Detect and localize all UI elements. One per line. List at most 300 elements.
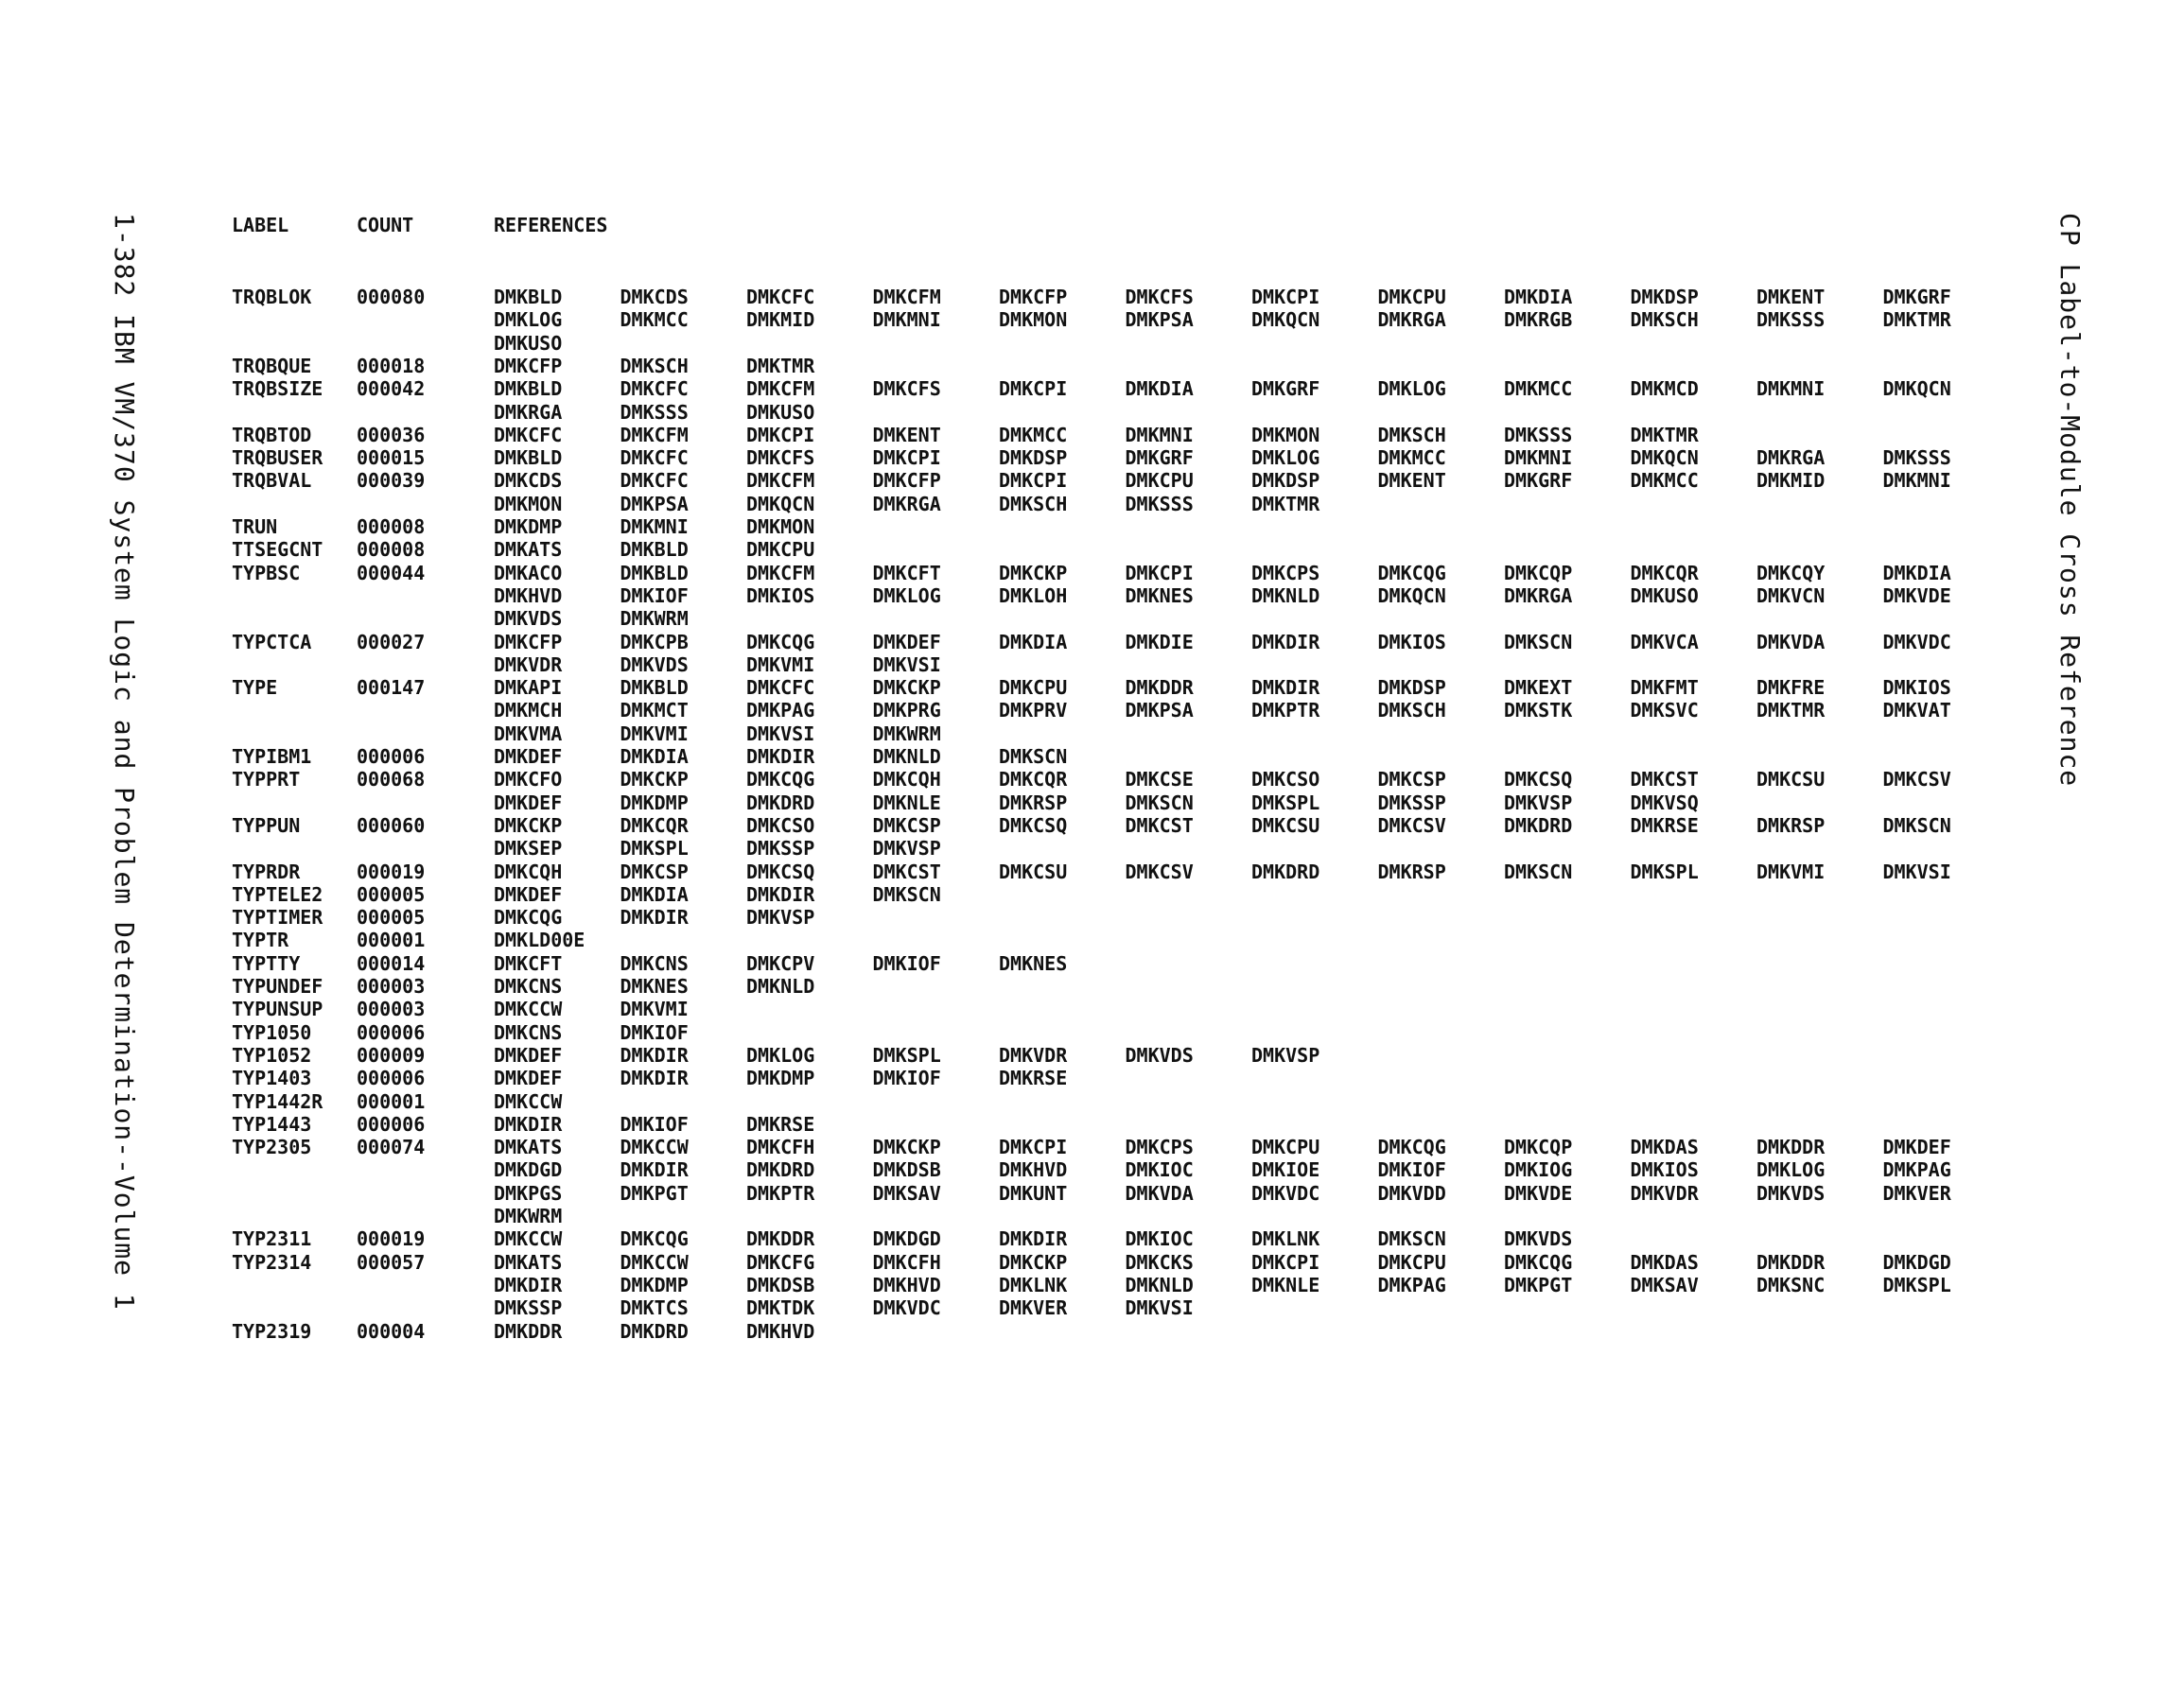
row-count: 000008 [357,538,426,562]
row-label: TYP1442R [232,1089,323,1113]
row-reference: DMKCFM [746,561,815,584]
row-reference: DMKMNI [872,308,941,332]
row-reference: DMKMCT [620,699,689,722]
row-reference: DMKSAV [872,1181,941,1205]
row-reference: DMKDIR [494,1273,563,1296]
row-reference: DMKSSS [1504,423,1573,446]
row-reference: DMKMON [746,515,815,538]
row-reference: DMKMON [999,308,1068,332]
table-row [0,424,2184,446]
row-reference: DMKDRD [1504,813,1573,837]
row-reference: DMKDRD [1251,860,1320,883]
row-reference: DMKLNK [1251,1227,1320,1251]
row-reference: DMKDIA [620,882,689,906]
table-row [0,1274,2184,1296]
row-label: TYPCTCA [232,630,312,653]
row-reference: DMKVDC [1251,1181,1320,1205]
row-reference: DMKVSI [746,722,815,745]
row-reference: DMKVDS [494,607,563,631]
table-row [0,1227,2184,1250]
row-reference: DMKCFS [872,377,941,401]
row-reference: DMKGRF [1882,286,1951,308]
row-reference: DMKSPL [1882,1273,1951,1296]
row-reference: DMKCPU [1251,1136,1320,1159]
row-label: TYPE [232,676,278,700]
row-reference: DMKCSO [746,813,815,837]
row-reference: DMKCQY [1756,561,1826,584]
row-reference: DMKCSO [1251,768,1320,791]
row-reference: DMKDDR [1125,676,1194,700]
row-label: TYPTR [232,929,289,952]
row-reference: DMKENT [1756,286,1826,308]
row-reference: DMKCFS [1125,286,1194,308]
row-label: TYP2314 [232,1250,312,1274]
row-reference: DMKUSO [1630,583,1699,607]
row-reference: DMKLOG [1251,446,1320,470]
row-label: TYPIBM1 [232,745,312,768]
row-reference: DMKDIA [1504,286,1573,308]
row-reference: DMKCFT [872,561,941,584]
row-reference: DMKNES [999,951,1068,975]
row-reference: DMKTMR [746,354,815,377]
row-reference: DMKVDR [494,652,563,676]
table-row [0,745,2184,768]
row-reference: DMKMCC [1504,377,1573,401]
row-reference: DMKPGT [1504,1273,1573,1296]
row-count: 000006 [357,1020,426,1044]
row-reference: DMKSCH [999,492,1068,515]
row-reference: DMKDIR [620,1158,689,1182]
row-reference: DMKCQR [620,813,689,837]
table-row [0,768,2184,791]
row-reference: DMKTMR [1882,308,1951,332]
row-label: TYP2319 [232,1319,312,1343]
row-reference: DMKQCN [746,492,815,515]
row-reference: DMKDDR [746,1227,815,1251]
table-row [0,837,2184,860]
row-reference: DMKDEF [494,1043,563,1067]
row-reference: DMKDDR [1756,1136,1826,1159]
row-reference: DMKRSE [746,1112,815,1136]
row-reference: DMKCFP [999,286,1068,308]
row-reference: DMKCST [1630,768,1699,791]
row-reference: DMKCSV [1125,860,1194,883]
row-reference: DMKDGD [494,1158,563,1182]
row-reference: DMKIOF [872,951,941,975]
right-margin-title: CP Label-to-Module Cross Reference [2054,213,2086,788]
row-reference: DMKIOG [1504,1158,1573,1182]
row-reference: DMKIOC [1125,1158,1194,1182]
row-reference: DMKMCH [494,699,563,722]
table-row [0,1090,2184,1113]
row-reference: DMKCKP [872,676,941,700]
row-reference: DMKSPL [1251,791,1320,814]
table-row [0,493,2184,515]
row-label: TRUN [232,515,278,538]
row-reference: DMKVMI [1756,860,1826,883]
row-reference: DMKVMI [746,652,815,676]
row-label: TYP2305 [232,1136,312,1159]
row-reference: DMKCST [872,860,941,883]
row-count: 000006 [357,1112,426,1136]
table-row [0,861,2184,883]
row-reference: DMKDIR [620,906,689,930]
row-reference: DMKLOG [1377,377,1446,401]
row-count: 000001 [357,1089,426,1113]
row-label: TYPUNSUP [232,998,323,1021]
row-reference: DMKPSA [620,492,689,515]
table-row [0,355,2184,377]
row-reference: DMKCPI [999,1136,1068,1159]
table-row [0,1044,2184,1067]
row-reference: DMKCKP [999,1250,1068,1274]
table-row [0,1182,2184,1205]
row-reference: DMKGRF [1125,446,1194,470]
row-reference: DMKVDE [1504,1181,1573,1205]
row-reference: DMKPAG [1882,1158,1951,1182]
row-reference: DMKDDR [494,1319,563,1343]
row-reference: DMKCSU [1756,768,1826,791]
row-reference: DMKCCW [494,998,563,1021]
row-reference: DMKCFM [746,469,815,493]
row-reference: DMKMID [746,308,815,332]
row-reference: DMKDIR [1251,676,1320,700]
row-reference: DMKVER [1882,1181,1951,1205]
row-reference: DMKCPI [999,377,1068,401]
row-reference: DMKDAS [1630,1250,1699,1274]
row-reference: DMKBLD [494,446,563,470]
row-reference: DMKTMR [1756,699,1826,722]
references-column-header: REFERENCES [494,214,608,236]
row-reference: DMKTMR [1251,492,1320,515]
row-reference: DMKCPS [1125,1136,1194,1159]
row-label: TYPUNDEF [232,975,323,998]
row-reference: DMKSSS [1125,492,1194,515]
row-reference: DMKMON [494,492,563,515]
row-count: 000008 [357,515,426,538]
table-row [0,308,2184,331]
table-row [0,538,2184,561]
row-reference: DMKIOS [1882,676,1951,700]
row-reference: DMKCSV [1377,813,1446,837]
table-row [0,469,2184,492]
row-count: 000044 [357,561,426,584]
row-reference: DMKDEF [1882,1136,1951,1159]
row-reference: DMKCFC [494,423,563,446]
row-reference: DMKWRM [872,722,941,745]
row-reference: DMKMON [1251,423,1320,446]
row-reference: DMKWRM [494,1205,563,1227]
row-reference: DMKCPU [1125,469,1194,493]
row-reference: DMKVDS [1125,1043,1194,1067]
row-reference: DMKCQG [746,630,815,653]
row-reference: DMKDMP [746,1067,815,1090]
row-reference: DMKSCN [1882,813,1951,837]
row-reference: DMKSCN [1504,860,1573,883]
row-label: TRQBSIZE [232,377,323,401]
row-reference: DMKCPI [746,423,815,446]
table-row [0,699,2184,722]
row-reference: DMKCKP [494,813,563,837]
row-reference: DMKCFS [746,446,815,470]
row-count: 000006 [357,1067,426,1090]
row-reference: DMKVDA [1756,630,1826,653]
row-reference: DMKQCN [1882,377,1951,401]
row-reference: DMKCKP [872,1136,941,1159]
row-reference: DMKDRD [746,1158,815,1182]
row-reference: DMKIOF [620,1020,689,1044]
row-reference: DMKSAV [1630,1273,1699,1296]
row-reference: DMKDSP [999,446,1068,470]
row-reference: DMKIOC [1125,1227,1194,1251]
row-reference: DMKCKS [1125,1250,1194,1274]
table-row [0,401,2184,424]
row-count: 000018 [357,354,426,377]
row-reference: DMKSSS [1756,308,1826,332]
row-reference: DMKPRG [872,699,941,722]
row-reference: DMKCFC [746,676,815,700]
row-reference: DMKENT [1377,469,1446,493]
table-row [0,653,2184,676]
row-reference: DMKRGA [872,492,941,515]
row-count: 000074 [357,1136,426,1159]
row-count: 000042 [357,377,426,401]
row-reference: DMKIOF [872,1067,941,1090]
row-reference: DMKQCN [1377,583,1446,607]
row-label: TYP1050 [232,1020,312,1044]
table-row [0,1251,2184,1274]
table-row [0,952,2184,975]
row-reference: DMKBLD [494,377,563,401]
row-count: 000005 [357,882,426,906]
row-reference: DMKPAG [746,699,815,722]
row-reference: DMKCPI [999,469,1068,493]
row-count: 000014 [357,951,426,975]
row-reference: DMKCFP [872,469,941,493]
row-reference: DMKMCC [1377,446,1446,470]
row-reference: DMKCPU [746,538,815,562]
row-reference: DMKBLD [494,286,563,308]
row-reference: DMKCFO [494,768,563,791]
row-label: TTSEGCNT [232,538,323,562]
row-reference: DMKCNS [620,951,689,975]
row-reference: DMKDAS [1630,1136,1699,1159]
row-reference: DMKCQR [1630,561,1699,584]
row-reference: DMKVAT [1882,699,1951,722]
row-label: TYPTTY [232,951,301,975]
row-reference: DMKSSS [620,400,689,424]
row-reference: DMKCSQ [1504,768,1573,791]
row-reference: DMKMCD [1630,377,1699,401]
row-reference: DMKDMP [620,791,689,814]
row-label: TRQBLOK [232,286,312,308]
row-reference: DMKCQH [872,768,941,791]
row-reference: DMKDIR [620,1067,689,1090]
row-reference: DMKCFG [746,1250,815,1274]
row-count: 000003 [357,975,426,998]
row-reference: DMKRSE [1630,813,1699,837]
row-reference: DMKTMR [1630,423,1699,446]
row-reference: DMKSCN [1125,791,1194,814]
row-reference: DMKSTK [1504,699,1573,722]
row-reference: DMKVSI [1125,1296,1194,1320]
row-reference: DMKCQG [746,768,815,791]
row-label: TYPTIMER [232,906,323,930]
row-reference: DMKDIA [999,630,1068,653]
row-reference: DMKBLD [620,538,689,562]
row-reference: DMKSVC [1630,699,1699,722]
row-reference: DMKPSA [1125,308,1194,332]
row-reference: DMKVCN [1756,583,1826,607]
row-reference: DMKNES [620,975,689,998]
row-reference: DMKUSO [494,331,563,355]
row-reference: DMKSCH [620,354,689,377]
row-reference: DMKDGD [1882,1250,1951,1274]
row-label: TRQBQUE [232,354,312,377]
row-reference: DMKVDS [1756,1181,1826,1205]
row-reference: DMKATS [494,1250,563,1274]
row-reference: DMKQCN [1251,308,1320,332]
table-row [0,1205,2184,1227]
row-reference: DMKNLD [1251,583,1320,607]
row-reference: DMKCFT [494,951,563,975]
row-reference: DMKATS [494,1136,563,1159]
row-reference: DMKVDR [999,1043,1068,1067]
row-reference: DMKVSP [1251,1043,1320,1067]
row-reference: DMKVDR [1630,1181,1699,1205]
row-reference: DMKRGA [1756,446,1826,470]
row-reference: DMKCPV [746,951,815,975]
row-reference: DMKATS [494,538,563,562]
row-label: TYPPUN [232,813,301,837]
table-row [0,883,2184,906]
table-row [0,975,2184,998]
row-reference: DMKMNI [620,515,689,538]
row-label: TYP2311 [232,1227,312,1251]
row-reference: DMKCFH [746,1136,815,1159]
row-reference: DMKLOG [746,1043,815,1067]
row-reference: DMKCCW [494,1227,563,1251]
row-reference: DMKPTR [746,1181,815,1205]
row-reference: DMKVER [999,1296,1068,1320]
row-count: 000036 [357,423,426,446]
row-reference: DMKCPU [1377,286,1446,308]
row-reference: DMKVSP [1504,791,1573,814]
row-reference: DMKMNI [1882,469,1951,493]
row-reference: DMKQCN [1630,446,1699,470]
row-reference: DMKMCC [620,308,689,332]
row-reference: DMKMCC [999,423,1068,446]
table-row [0,1158,2184,1181]
row-reference: DMKCFC [620,377,689,401]
row-reference: DMKCPI [1125,561,1194,584]
row-reference: DMKTCS [620,1296,689,1320]
row-reference: DMKDEF [872,630,941,653]
row-reference: DMKSCH [1377,699,1446,722]
row-count: 000060 [357,813,426,837]
row-reference: DMKACO [494,561,563,584]
table-row [0,906,2184,929]
row-reference: DMKDIR [999,1227,1068,1251]
row-reference: DMKCPU [1377,1250,1446,1274]
row-reference: DMKCSP [620,860,689,883]
row-reference: DMKLNK [999,1273,1068,1296]
row-reference: DMKDRD [746,791,815,814]
row-reference: DMKSCH [1630,308,1699,332]
row-reference: DMKSSP [494,1296,563,1320]
row-reference: DMKCFC [620,469,689,493]
row-reference: DMKLOG [1756,1158,1826,1182]
row-reference: DMKSPL [872,1043,941,1067]
row-label: TRQBVAL [232,469,312,493]
row-reference: DMKDIR [746,882,815,906]
row-reference: DMKCSE [1125,768,1194,791]
row-reference: DMKSNC [1756,1273,1826,1296]
row-reference: DMKCQG [1377,1136,1446,1159]
table-row [0,722,2184,745]
row-reference: DMKVMA [494,722,563,745]
row-reference: DMKCQG [494,906,563,930]
row-reference: DMKIOS [1630,1158,1699,1182]
row-count: 000015 [357,446,426,470]
row-reference: DMKHVD [746,1319,815,1343]
table-row [0,791,2184,814]
row-reference: DMKCPS [1251,561,1320,584]
row-reference: DMKLD00E [494,929,585,952]
row-reference: DMKMNI [1756,377,1826,401]
row-reference: DMKCFH [872,1250,941,1274]
row-count: 000068 [357,768,426,791]
row-reference: DMKLOH [999,583,1068,607]
row-reference: DMKRSP [1756,813,1826,837]
row-reference: DMKPAG [1377,1273,1446,1296]
row-reference: DMKRGA [1504,583,1573,607]
left-margin-title: 1-382 IBM VM/370 System Logic and Problem Determination--Volume 1 [109,213,140,1311]
table-row [0,515,2184,538]
row-reference: DMKSCN [872,882,941,906]
row-reference: DMKUNT [999,1181,1068,1205]
row-reference: DMKIOS [1377,630,1446,653]
row-reference: DMKSSS [1882,446,1951,470]
table-row [0,1296,2184,1319]
row-reference: DMKRSP [999,791,1068,814]
row-reference: DMKPSA [1125,699,1194,722]
table-row [0,676,2184,699]
row-reference: DMKVSI [872,652,941,676]
row-reference: DMKIOF [1377,1158,1446,1182]
row-reference: DMKDMP [620,1273,689,1296]
label-column-header: LABEL [232,214,289,236]
row-reference: DMKDSB [746,1273,815,1296]
row-reference: DMKCKP [620,768,689,791]
row-reference: DMKNLE [872,791,941,814]
row-reference: DMKSSP [1377,791,1446,814]
row-reference: DMKMCC [1630,469,1699,493]
row-reference: DMKCDS [494,469,563,493]
row-reference: DMKCSQ [746,860,815,883]
row-reference: DMKDSP [1251,469,1320,493]
row-count: 000027 [357,630,426,653]
row-reference: DMKBLD [620,561,689,584]
row-label: TYP1052 [232,1043,312,1067]
table-row [0,332,2184,355]
table-row [0,562,2184,584]
row-count: 000005 [357,906,426,930]
row-reference: DMKCQG [1377,561,1446,584]
row-reference: DMKVDS [1504,1227,1573,1251]
row-reference: DMKCSP [872,813,941,837]
row-reference: DMKRGB [1504,308,1573,332]
